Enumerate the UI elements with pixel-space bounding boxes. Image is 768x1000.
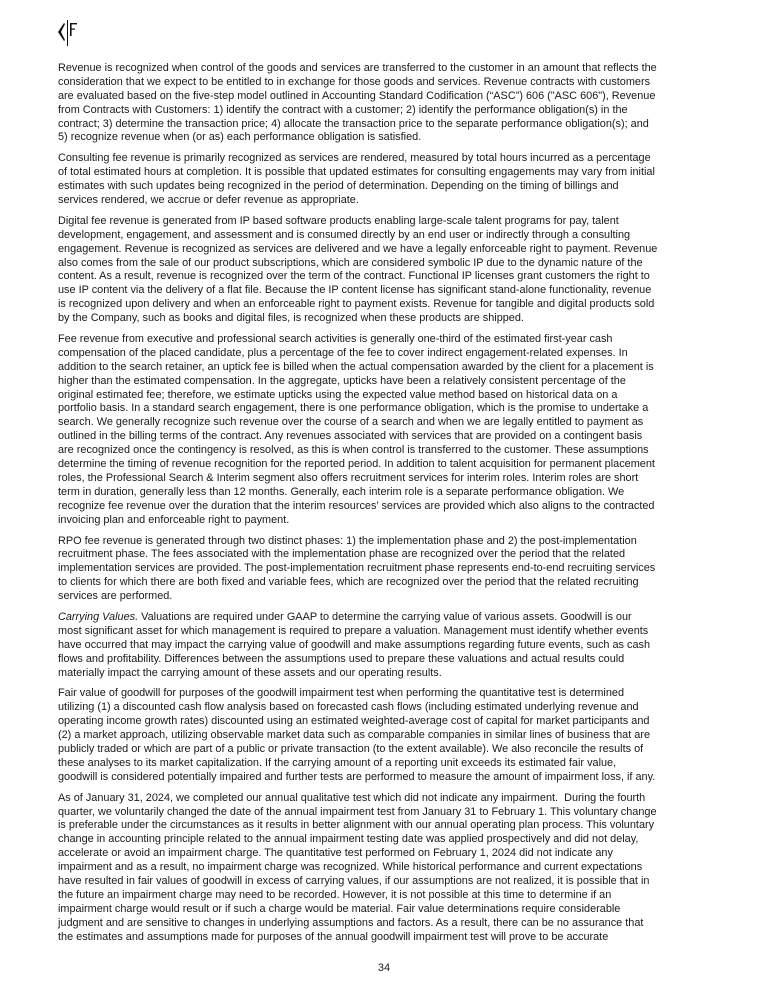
line-text: 5) recognize revenue when (or as) each performance obligation is satisfied.	[58, 131, 422, 144]
line-text: Consulting fee revenue is primarily recognized as services are rendered, measured by total hours incurred as a percentage	[58, 152, 651, 165]
paragraph	[58, 611, 728, 680]
text-line	[58, 104, 728, 118]
line-text: services are performed.	[58, 590, 173, 603]
text-line	[58, 611, 728, 625]
line-text: is recognized upon delivery and when an enforceable right to payment exists. Revenue for tangible and digital products sold	[58, 298, 655, 311]
line-text: to clients for which there are both fixed and variable fees, which are recognized over the period that the related recruiting	[58, 576, 639, 589]
text-line	[58, 361, 728, 375]
line-text: outlined in the billing terms of the contract. Any revenues associated with services that are provided on a contingent basis	[58, 430, 643, 443]
paragraph	[58, 535, 728, 604]
text-line	[58, 243, 728, 257]
text-line	[58, 576, 728, 590]
line-text: content. As a result, revenue is recognized over the term of the contract. Functional IP licenses grant customers the right to	[58, 270, 650, 283]
line-text: determine the timing of revenue recognition for the reported period. In addition to talent acquisition for permanent placement	[58, 458, 655, 471]
line-text: are recognized once the contingency is resolved, as this is when control is transferred to the customer. These assumptions	[58, 444, 649, 457]
line-text: RPO fee revenue is generated through two distinct phases: 1) the implementation phase and 2) the post-implementation	[58, 534, 637, 547]
text-line	[58, 194, 728, 208]
line-text: recruitment phase. The fees associated with the implementation phase are recognized over the period that the related	[58, 548, 626, 561]
line-text: most significant asset for which management is required to prepare a valuation. Management must identify whether events	[58, 624, 649, 637]
text-line	[58, 347, 728, 361]
text-line	[58, 653, 728, 667]
kf-logo-icon	[56, 16, 80, 48]
text-line	[58, 757, 728, 771]
line-text: compensation of the placed candidate, plus a percentage of the fee to cover indirect engagement-related expenses. In	[58, 346, 628, 359]
text-line	[58, 875, 728, 889]
text-line	[58, 743, 728, 757]
text-line	[58, 861, 728, 875]
paragraph	[58, 333, 728, 527]
text-line	[58, 625, 728, 639]
text-line	[58, 90, 728, 104]
line-text: higher than the estimated compensation. In the aggregate, upticks have been a relatively consistent percentage of the	[58, 374, 626, 387]
section-lead: Carrying Values.	[58, 610, 139, 623]
text-line	[58, 375, 728, 389]
text-line	[58, 444, 728, 458]
text-line	[58, 548, 728, 562]
text-line	[58, 715, 728, 729]
text-line	[58, 535, 728, 549]
text-line	[58, 180, 728, 194]
text-line	[58, 590, 728, 604]
line-text: by the Company, such as books and digital files, is recognized when these products are shipped.	[58, 312, 524, 325]
line-text: change in accounting principle related to the annual impairment testing date was applied prospectively and did not delay,	[58, 833, 639, 846]
line-text: Valuations are required under GAAP to determine the carrying value of various assets. Goodwill is our	[138, 610, 632, 623]
text-line	[58, 333, 728, 347]
line-text: from Contracts with Customers: 1) identify the contract with a customer; 2) identify the performance obligation(s) in the	[58, 103, 628, 116]
line-text: engagement. Revenue is recognized as services are delivered and we have a legally enforceable right to payment. Revenue	[58, 242, 658, 255]
line-text: are evaluated based on the five-step model outlined in Accounting Standard Codification (“ASC”) 606 ("ASC 606"), Revenue	[58, 89, 656, 102]
line-text: the future an impairment charge may need to be recorded. However, it is not possible at this time to determine if an	[58, 888, 612, 901]
page-number: 34	[377, 962, 391, 974]
paragraph	[58, 152, 728, 208]
line-text: have occurred that may impact the carrying value of goodwill and make assumptions regarding future events, such as cash	[58, 638, 651, 651]
text-line	[58, 889, 728, 903]
text-line	[58, 62, 728, 76]
document-body	[58, 62, 728, 951]
line-text: Fair value of goodwill for purposes of the goodwill impairment test when performing the quantitative test is determined	[58, 687, 624, 700]
text-line	[58, 486, 728, 500]
line-text: these analyses to its market capitalization. If the carrying amount of a reporting unit exceeds its estimated fair value,	[58, 756, 617, 769]
paragraph	[58, 687, 728, 784]
text-line	[58, 229, 728, 243]
line-text: accelerate or avoid an impairment charge. The quantitative test performed on February 1, 2024 did not indicate any	[58, 847, 613, 860]
line-text: impairment charge would result or if such a charge would be material. Fair value determinations require considerable	[58, 902, 621, 915]
text-line	[58, 430, 728, 444]
text-line	[58, 76, 728, 90]
text-line	[58, 514, 728, 528]
line-text: goodwill is considered potentially impaired and further tests are performed to measure the amount of impairment loss, if any.	[58, 770, 656, 783]
line-text: Digital fee revenue is generated from IP based software products enabling large-scale talent programs for pay, talent	[58, 214, 619, 227]
text-line	[58, 701, 728, 715]
line-text: of total estimated hours at completion. It is possible that updated estimates for consulting engagements may vary from initial	[58, 166, 655, 179]
line-text: Revenue is recognized when control of the goods and services are transferred to the customer in an amount that reflects the	[58, 62, 657, 74]
line-text: invoicing plan and enforceable right to payment.	[58, 513, 290, 526]
text-line	[58, 500, 728, 514]
line-text: roles, the Professional Search & Interim segment also offers recruitment services for interim roles. Interim roles are short	[58, 471, 639, 484]
text-line	[58, 270, 728, 284]
line-text: quarter, we voluntarily changed the date of the annual impairment test from January 31 to February 1. This voluntary change	[58, 805, 657, 818]
line-text: publicly traded or which are part of a public or private transaction (to the extent available). We also reconcile the results of	[58, 742, 644, 755]
text-line	[58, 472, 728, 486]
line-text: contract; 3) determine the transaction price; 4) allocate the transaction price to the separate performance obligation(s); and	[58, 117, 649, 130]
line-text: the estimates and assumptions made for purposes of the annual goodwill impairment test will prove to be accurate	[58, 930, 609, 943]
company-logo	[56, 16, 80, 48]
line-text: consideration that we expect to be entitled to in exchange for those goods and services. Revenue contracts with customers	[58, 75, 651, 88]
line-text: have resulted in fair values of goodwill in excess of carrying values, if our assumptions are not realized, it is possible that in	[58, 874, 650, 887]
text-line	[58, 166, 728, 180]
text-line	[58, 819, 728, 833]
line-text: utilizing (1) a discounted cash flow analysis based on forecasted cash flows (including estimated underlying revenue and	[58, 701, 639, 714]
text-line	[58, 312, 728, 326]
text-line	[58, 562, 728, 576]
text-line	[58, 931, 728, 945]
line-text: addition to the search retainer, an uptick fee is billed when the actual compensation awarded by the client for a placement is	[58, 360, 654, 373]
line-text: also comes from the sale of our product subscriptions, which are considered symbolic IP due to the dynamic nature of the	[58, 256, 643, 269]
line-text: impairment and as a result, no impairment charge was recognized. While historical performance and current expectations	[58, 861, 643, 874]
text-line	[58, 792, 728, 806]
paragraph	[58, 62, 728, 145]
paragraph	[58, 792, 728, 945]
text-line	[58, 284, 728, 298]
text-line	[58, 806, 728, 820]
line-text: term in duration, generally less than 12 months. Generally, each interim role is a separate performance obligation. We	[58, 485, 625, 498]
text-line	[58, 389, 728, 403]
line-text: operating income growth rates) discounted using an estimated weighted-average cost of capital for market participants and	[58, 715, 650, 728]
text-line	[58, 687, 728, 701]
text-line	[58, 847, 728, 861]
text-line	[58, 917, 728, 931]
line-text: materially impact the carrying amount of these assets and our operating results.	[58, 666, 442, 679]
text-line	[58, 131, 728, 145]
paragraph	[58, 215, 728, 326]
text-line	[58, 729, 728, 743]
text-line	[58, 215, 728, 229]
text-line	[58, 639, 728, 653]
text-line	[58, 402, 728, 416]
line-text: original estimated fee; therefore, we estimate upticks using the expected value method based on historical data on a	[58, 388, 618, 401]
text-line	[58, 771, 728, 785]
line-text: is preferable under the circumstances as it results in better alignment with our annual operating plan process. This voluntary	[58, 819, 655, 832]
line-text: portfolio basis. In a standard search engagement, there is one performance obligation, which is the promise to undertake a	[58, 402, 649, 415]
line-text: use IP content via the delivery of a flat file. Because the IP content license has significant stand-alone functionality, revenue	[58, 284, 652, 297]
text-line	[58, 118, 728, 132]
line-text: estimates with such updates being recognized in the period of determination. Depending on the timing of billings and	[58, 180, 619, 193]
line-text: (2) a market approach, utilizing observable market data such as comparable companies in similar lines of business that are	[58, 729, 651, 742]
line-text: development, engagement, and assessment and is consumed directly by an end user or indirectly through a consulting	[58, 228, 631, 241]
line-text: implementation services are provided. The post-implementation recruitment phase represents end-to-end recruiting services	[58, 562, 656, 575]
line-text: judgment and are sensitive to changes in underlying assumptions and factors. As a result, there can be no assurance that	[58, 916, 644, 929]
line-text: search. We generally recognize such revenue over the course of a search and when we are legally entitled to payment as	[58, 416, 644, 429]
text-line	[58, 152, 728, 166]
line-text: As of January 31, 2024, we completed our annual qualitative test which did not indicate any impairment. During the fourth	[58, 791, 646, 804]
text-line	[58, 416, 728, 430]
text-line	[58, 833, 728, 847]
line-text: services rendered, we accrue or defer revenue as appropriate.	[58, 194, 359, 207]
text-line	[58, 667, 728, 681]
text-line	[58, 458, 728, 472]
line-text: flows and profitability. Differences between the assumptions used to prepare these valuations and actual results could	[58, 652, 625, 665]
text-line	[58, 257, 728, 271]
line-text: Fee revenue from executive and professional search activities is generally one-third of the estimated first-year cash	[58, 333, 613, 346]
text-line	[58, 903, 728, 917]
text-line	[58, 298, 728, 312]
line-text: recognize fee revenue over the duration that the interim resources’ services are provided which also aligns to the contracted	[58, 499, 655, 512]
